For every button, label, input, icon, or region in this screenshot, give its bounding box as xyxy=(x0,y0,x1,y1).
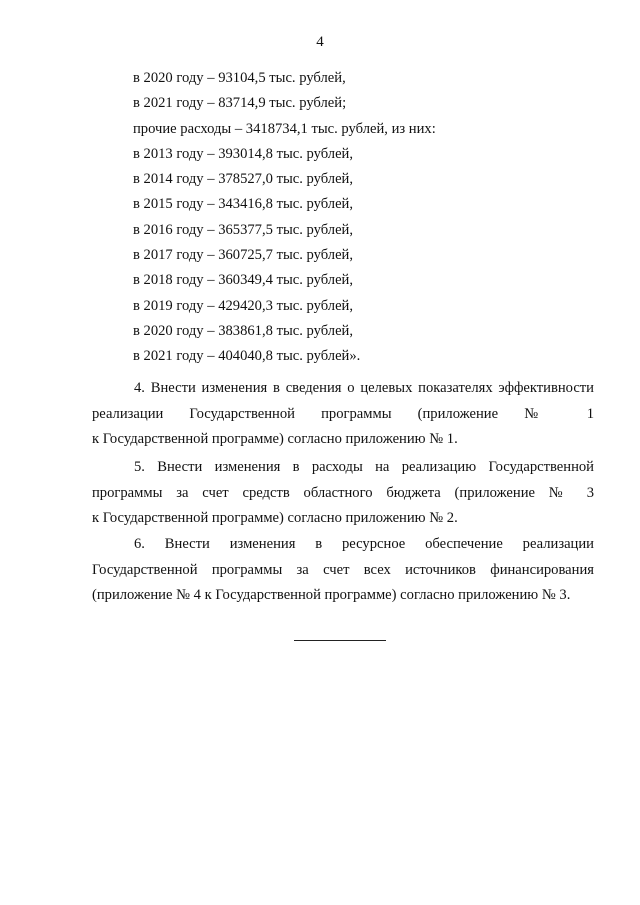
budget-line: в 2019 году – 429420,3 тыс. рублей, xyxy=(133,297,354,314)
budget-line: в 2021 году – 83714,9 тыс. рублей; xyxy=(133,95,347,112)
budget-line: в 2020 году – 383861,8 тыс. рублей, xyxy=(133,322,354,339)
page-number: 4 xyxy=(316,34,324,50)
paragraph-line: (приложение № 4 к Государственной программе) согласно приложению № 3. xyxy=(92,587,571,604)
paragraph-line: реализации Государственной программы (приложение № 1 xyxy=(92,405,594,422)
paragraph-line: программы за счет средств областного бюджета (приложение № 3 xyxy=(92,484,594,501)
end-of-document-rule xyxy=(294,640,386,641)
budget-line: в 2017 году – 360725,7 тыс. рублей, xyxy=(133,247,354,264)
budget-line: в 2016 году – 365377,5 тыс. рублей, xyxy=(133,221,354,238)
paragraph-line: к Государственной программе) согласно приложению № 1. xyxy=(92,431,458,448)
paragraph-6 xyxy=(92,532,594,609)
paragraph-line: Государственной программы за счет всех источников финансирования xyxy=(92,561,594,578)
budget-line: в 2018 году – 360349,4 тыс. рублей, xyxy=(133,272,354,289)
paragraph-line: к Государственной программе) согласно приложению № 2. xyxy=(92,510,458,527)
budget-line: в 2015 году – 343416,8 тыс. рублей, xyxy=(133,196,354,213)
budget-line: прочие расходы – 3418734,1 тыс. рублей, из них: xyxy=(133,120,436,137)
budget-line: в 2021 году – 404040,8 тыс. рублей». xyxy=(133,348,361,365)
budget-line: в 2014 году – 378527,0 тыс. рублей, xyxy=(133,171,354,188)
budget-breakdown-list xyxy=(133,66,436,370)
paragraph-line: 5. Внести изменения в расходы на реализацию Государственной xyxy=(134,459,594,475)
budget-line: в 2020 году – 93104,5 тыс. рублей, xyxy=(133,70,346,86)
paragraph-line: 6. Внести изменения в ресурсное обеспечение реализации xyxy=(134,536,594,552)
paragraph-5 xyxy=(92,455,594,532)
budget-line: в 2013 году – 393014,8 тыс. рублей, xyxy=(133,145,354,162)
paragraph-line: 4. Внести изменения в сведения о целевых показателях эффективности xyxy=(134,380,594,396)
paragraph-4 xyxy=(92,376,594,453)
